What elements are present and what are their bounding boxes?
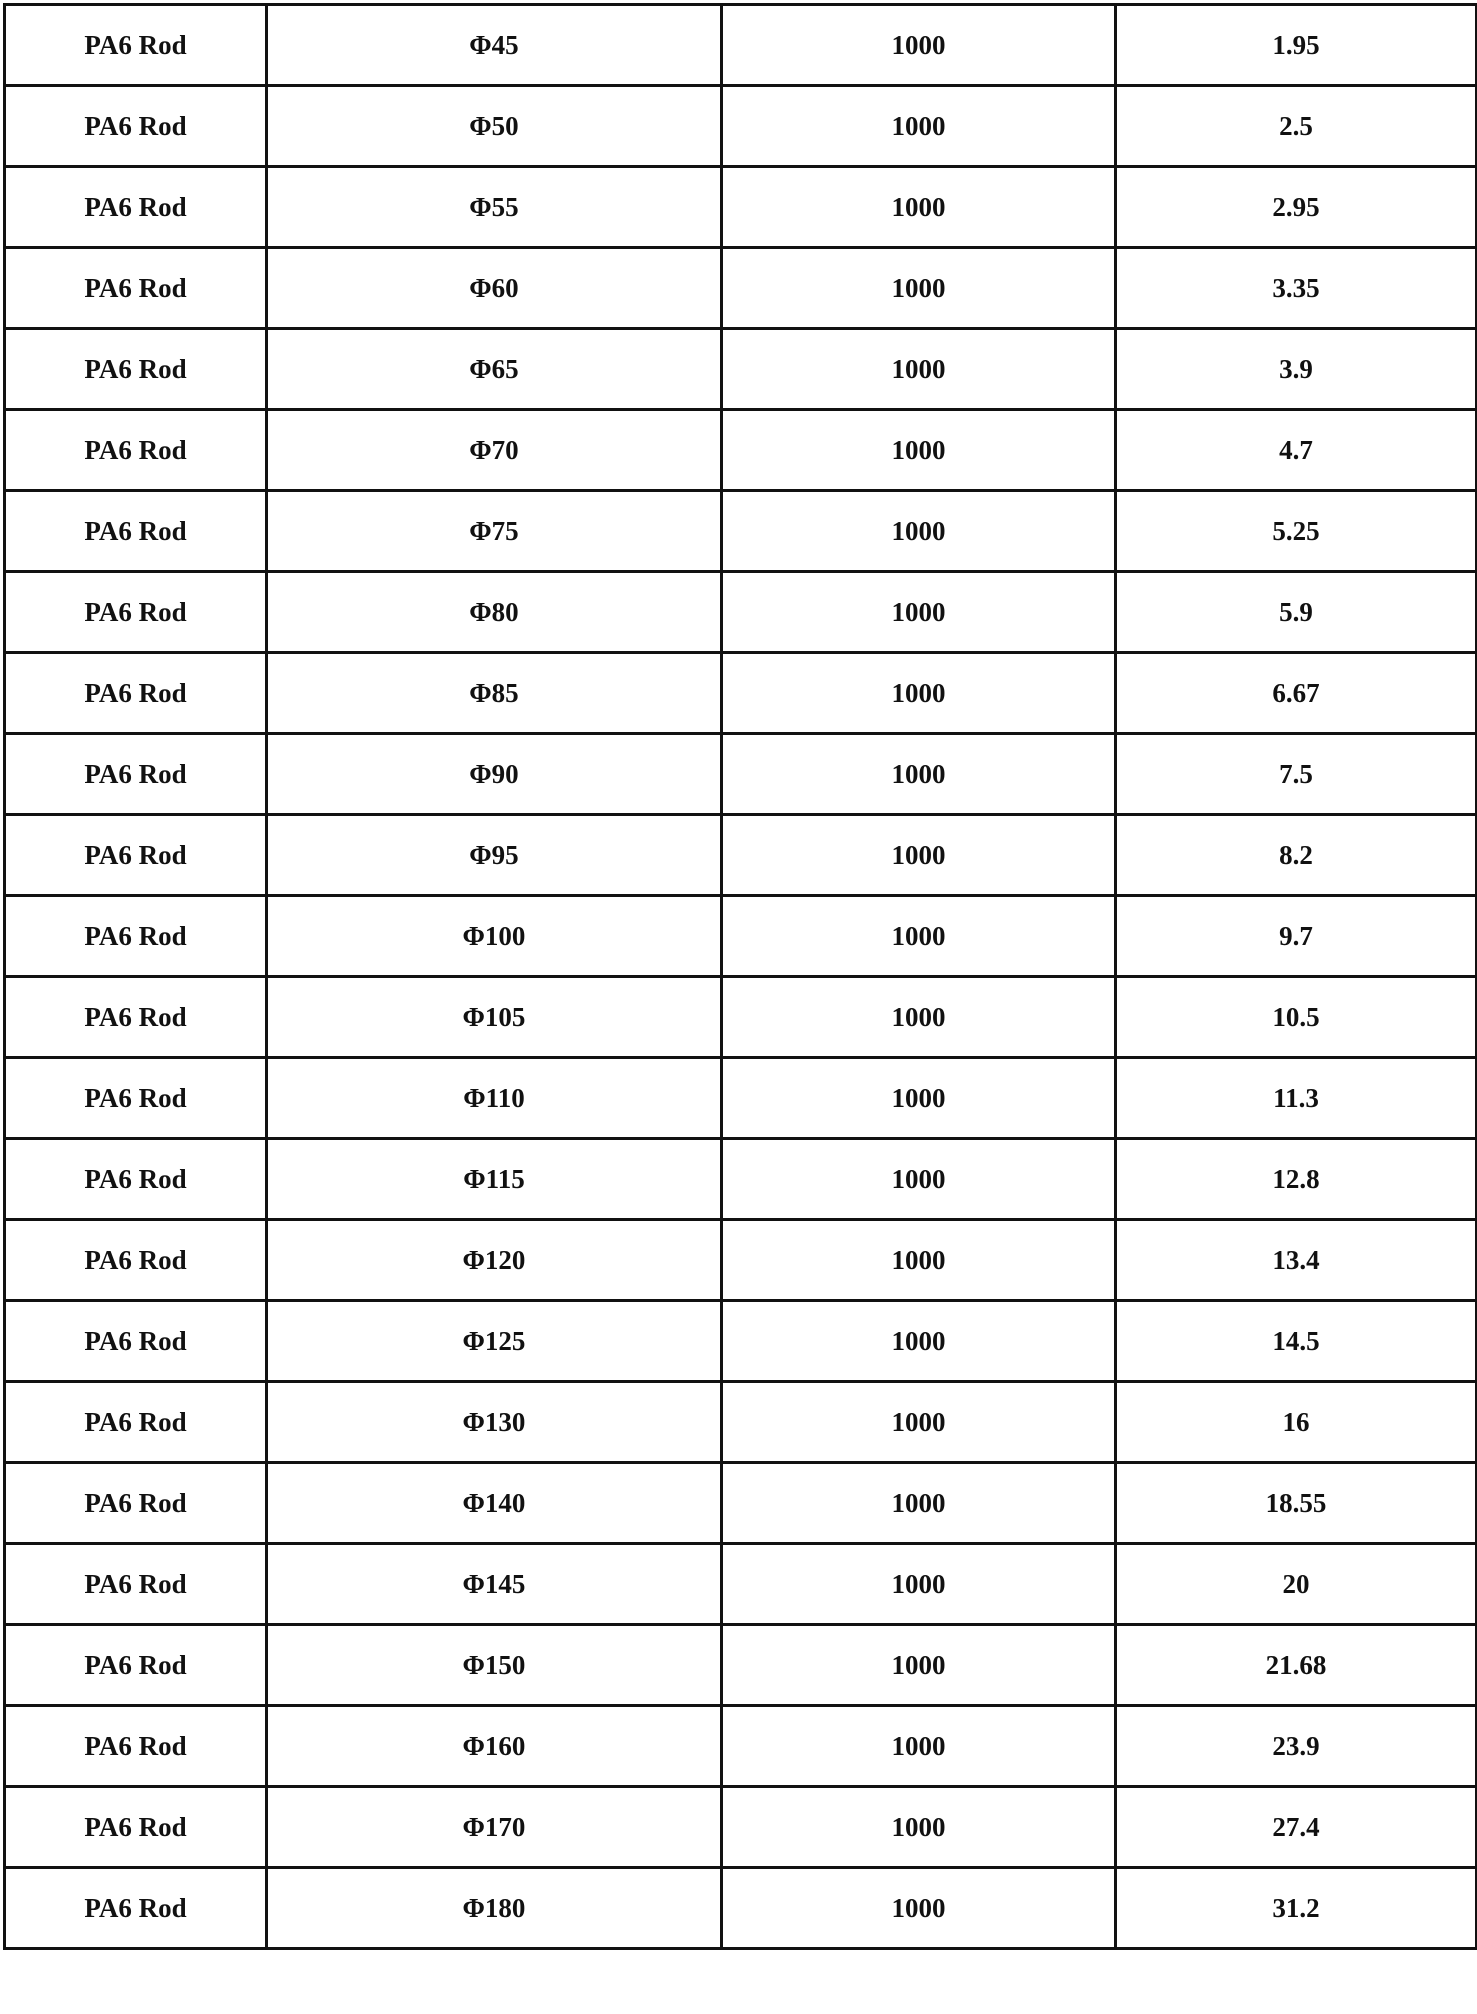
product-cell: PA6 Rod (5, 734, 267, 815)
table-row (5, 896, 1477, 977)
product-cell: PA6 Rod (5, 1301, 267, 1382)
diameter-cell: Φ140 (267, 1463, 722, 1544)
length-cell: 1000 (722, 1058, 1116, 1139)
weight-cell: 23.9 (1116, 1706, 1477, 1787)
diameter-cell: Φ120 (267, 1220, 722, 1301)
product-cell: PA6 Rod (5, 977, 267, 1058)
weight-cell: 21.68 (1116, 1625, 1477, 1706)
length-cell: 1000 (722, 1625, 1116, 1706)
table-row (5, 491, 1477, 572)
length-cell: 1000 (722, 977, 1116, 1058)
diameter-cell: Φ160 (267, 1706, 722, 1787)
diameter-cell: Φ145 (267, 1544, 722, 1625)
product-cell: PA6 Rod (5, 1706, 267, 1787)
length-cell: 1000 (722, 1787, 1116, 1868)
diameter-cell: Φ85 (267, 653, 722, 734)
weight-cell: 1.95 (1116, 5, 1477, 86)
weight-cell: 8.2 (1116, 815, 1477, 896)
weight-cell: 27.4 (1116, 1787, 1477, 1868)
weight-cell: 5.25 (1116, 491, 1477, 572)
table-row (5, 653, 1477, 734)
product-cell: PA6 Rod (5, 1868, 267, 1949)
product-cell: PA6 Rod (5, 248, 267, 329)
weight-cell: 16 (1116, 1382, 1477, 1463)
table-row (5, 5, 1477, 86)
product-cell: PA6 Rod (5, 167, 267, 248)
table-row (5, 1706, 1477, 1787)
product-cell: PA6 Rod (5, 329, 267, 410)
length-cell: 1000 (722, 248, 1116, 329)
weight-cell: 4.7 (1116, 410, 1477, 491)
table-row (5, 1220, 1477, 1301)
length-cell: 1000 (722, 1220, 1116, 1301)
length-cell: 1000 (722, 1382, 1116, 1463)
diameter-cell: Φ70 (267, 410, 722, 491)
product-cell: PA6 Rod (5, 653, 267, 734)
length-cell: 1000 (722, 1301, 1116, 1382)
product-cell: PA6 Rod (5, 1220, 267, 1301)
table-row (5, 1058, 1477, 1139)
length-cell: 1000 (722, 5, 1116, 86)
length-cell: 1000 (722, 1139, 1116, 1220)
rod-spec-table-body (5, 5, 1477, 1949)
length-cell: 1000 (722, 167, 1116, 248)
weight-cell: 9.7 (1116, 896, 1477, 977)
weight-cell: 11.3 (1116, 1058, 1477, 1139)
table-row (5, 815, 1477, 896)
table-row (5, 1139, 1477, 1220)
product-cell: PA6 Rod (5, 815, 267, 896)
diameter-cell: Φ100 (267, 896, 722, 977)
weight-cell: 12.8 (1116, 1139, 1477, 1220)
weight-cell: 31.2 (1116, 1868, 1477, 1949)
diameter-cell: Φ55 (267, 167, 722, 248)
table-row (5, 1544, 1477, 1625)
weight-cell: 14.5 (1116, 1301, 1477, 1382)
table-row (5, 410, 1477, 491)
diameter-cell: Φ180 (267, 1868, 722, 1949)
rod-spec-table (3, 3, 1477, 1950)
product-cell: PA6 Rod (5, 1382, 267, 1463)
diameter-cell: Φ80 (267, 572, 722, 653)
diameter-cell: Φ150 (267, 1625, 722, 1706)
weight-cell: 3.9 (1116, 329, 1477, 410)
length-cell: 1000 (722, 572, 1116, 653)
product-cell: PA6 Rod (5, 1625, 267, 1706)
diameter-cell: Φ125 (267, 1301, 722, 1382)
length-cell: 1000 (722, 1463, 1116, 1544)
length-cell: 1000 (722, 86, 1116, 167)
length-cell: 1000 (722, 1706, 1116, 1787)
length-cell: 1000 (722, 1868, 1116, 1949)
table-row (5, 1868, 1477, 1949)
diameter-cell: Φ65 (267, 329, 722, 410)
table-row (5, 977, 1477, 1058)
diameter-cell: Φ105 (267, 977, 722, 1058)
diameter-cell: Φ130 (267, 1382, 722, 1463)
diameter-cell: Φ115 (267, 1139, 722, 1220)
weight-cell: 13.4 (1116, 1220, 1477, 1301)
weight-cell: 5.9 (1116, 572, 1477, 653)
table-row (5, 248, 1477, 329)
weight-cell: 20 (1116, 1544, 1477, 1625)
diameter-cell: Φ75 (267, 491, 722, 572)
table-row (5, 1625, 1477, 1706)
table-row (5, 86, 1477, 167)
weight-cell: 2.5 (1116, 86, 1477, 167)
product-cell: PA6 Rod (5, 1139, 267, 1220)
table-row (5, 1787, 1477, 1868)
weight-cell: 7.5 (1116, 734, 1477, 815)
table-row (5, 734, 1477, 815)
diameter-cell: Φ170 (267, 1787, 722, 1868)
length-cell: 1000 (722, 1544, 1116, 1625)
product-cell: PA6 Rod (5, 572, 267, 653)
length-cell: 1000 (722, 734, 1116, 815)
table-row (5, 1382, 1477, 1463)
length-cell: 1000 (722, 815, 1116, 896)
weight-cell: 6.67 (1116, 653, 1477, 734)
diameter-cell: Φ110 (267, 1058, 722, 1139)
length-cell: 1000 (722, 896, 1116, 977)
length-cell: 1000 (722, 653, 1116, 734)
weight-cell: 18.55 (1116, 1463, 1477, 1544)
weight-cell: 2.95 (1116, 167, 1477, 248)
length-cell: 1000 (722, 491, 1116, 572)
weight-cell: 10.5 (1116, 977, 1477, 1058)
product-cell: PA6 Rod (5, 1463, 267, 1544)
table-row (5, 1301, 1477, 1382)
product-cell: PA6 Rod (5, 1544, 267, 1625)
length-cell: 1000 (722, 329, 1116, 410)
diameter-cell: Φ50 (267, 86, 722, 167)
product-cell: PA6 Rod (5, 86, 267, 167)
diameter-cell: Φ90 (267, 734, 722, 815)
product-cell: PA6 Rod (5, 1787, 267, 1868)
table-row (5, 572, 1477, 653)
diameter-cell: Φ45 (267, 5, 722, 86)
diameter-cell: Φ60 (267, 248, 722, 329)
length-cell: 1000 (722, 410, 1116, 491)
diameter-cell: Φ95 (267, 815, 722, 896)
table-row (5, 167, 1477, 248)
table-row (5, 329, 1477, 410)
product-cell: PA6 Rod (5, 1058, 267, 1139)
weight-cell: 3.35 (1116, 248, 1477, 329)
product-cell: PA6 Rod (5, 491, 267, 572)
product-cell: PA6 Rod (5, 410, 267, 491)
product-cell: PA6 Rod (5, 5, 267, 86)
product-cell: PA6 Rod (5, 896, 267, 977)
table-row (5, 1463, 1477, 1544)
